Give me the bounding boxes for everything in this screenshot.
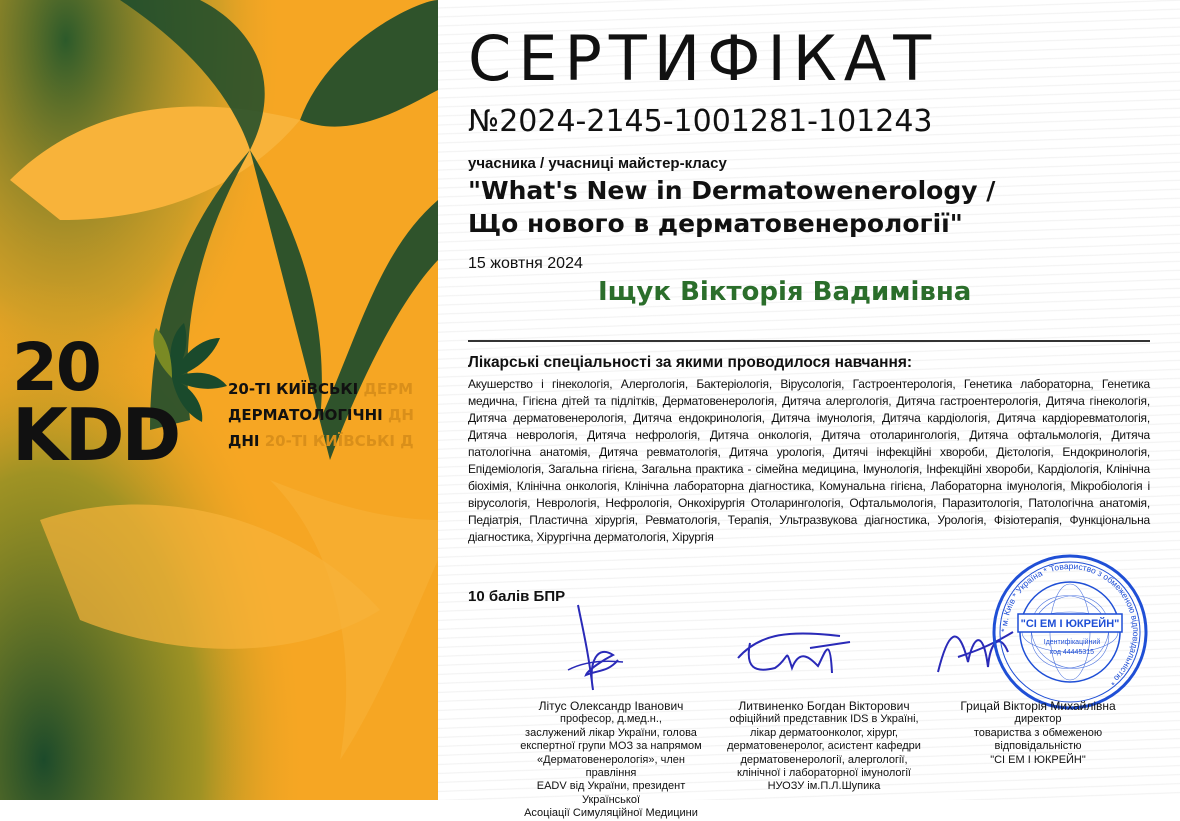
signatory-name: Грицай Вікторія Михайлівна <box>960 699 1116 713</box>
course-title-line-1: "What's New in Dermatowenerology / <box>468 176 996 205</box>
logo-number: 20 <box>12 329 100 406</box>
kdd-logo <box>12 329 179 477</box>
logo-letters: KDD <box>12 393 179 477</box>
certificate-number: №2024-2145-1001281-101243 <box>468 104 933 139</box>
signatory-title: EADV від України, президент Української <box>536 780 686 806</box>
signatory-title: експертної групи МОЗ за напрямом <box>520 740 702 753</box>
signatory-1 <box>516 700 706 821</box>
cpd-points: 10 балів БПР <box>468 588 566 605</box>
signatory-title: товариства з обмеженою <box>973 726 1103 739</box>
signatory-title: лікар дерматоонколог, хірург, <box>750 726 898 739</box>
signatory-title: клінічної і лабораторної імунології <box>736 767 911 780</box>
signatory-title: «Дерматовенерологія», член правління <box>537 753 685 780</box>
decorative-panel <box>0 0 438 800</box>
signatory-title: директор <box>1014 713 1062 726</box>
event-line-2: ДЕРМАТОЛОГІЧНІ <box>228 406 383 424</box>
signatory-name: Литвиненко Богдан Вікторович <box>738 699 910 713</box>
signatory-3 <box>948 700 1128 767</box>
event-line-2-ghost: ДН <box>382 406 414 424</box>
signatory-title: дерматовенеролог, асистент кафедри <box>727 740 921 753</box>
signature-1 <box>558 600 628 700</box>
stamp-center-text: "СІ ЕМ І ЮКРЕЙН" <box>1020 618 1120 630</box>
signatory-title: професор, д.мед.н., <box>560 713 662 726</box>
event-line-1-ghost: ДЕРМ <box>358 380 413 398</box>
signatory-title: НУОЗУ ім.П.Л.Шупика <box>767 780 881 793</box>
recipient-name: Іщук Вікторія Вадимівна <box>598 277 972 307</box>
course-title-line-2: Що нового в дерматовенерології" <box>468 209 963 238</box>
stamp-code: код 44445315 <box>1049 649 1095 656</box>
signatory-title: відповідальністю <box>994 740 1082 753</box>
specialties-title: Лікарські спеціальності за якими проводилося навчання: <box>468 354 913 371</box>
signatory-title: офіційний представник IDS в Україні, <box>729 713 919 726</box>
signatory-title: Асоціації Симуляційної Медицини <box>524 807 698 820</box>
company-stamp <box>990 552 1150 712</box>
divider <box>468 340 1150 342</box>
certificate-title: СЕРТИФІКАТ <box>468 22 939 95</box>
stamp-ring-text: * м. Київ * Україна * Товариство з обмеженою відповідальністю * <box>998 560 1142 688</box>
signatory-name: Літус Олександр Іванович <box>538 699 684 713</box>
signatory-title: дерматовенерології, алергології, <box>740 753 908 766</box>
event-name <box>228 376 414 454</box>
signature-2 <box>730 628 860 688</box>
specialties-list: Акушерство і гінекологія, Алергологія, Бактеріологія, Вірусологія, Гастроентерологія, Генетика лабораторна, Генетика медична, Гігієна дітей та підлітків, Дерматовенерологія, Дитяча алергологія, Дитяча гастроентерологія, Дитяча гінекологія, Дитяча дерматовенерологія, Дитяча ендокринологія, Дитяча імунологія, Дитяча кардіологія, Дитяча кардіоревматологія, Дитяча неврологія, Дитяча нефрологія, Дитяча онкологія, Дитяча отоларингологія, Дитяча офтальмологія, Дитяча патологічна анатомія, Дитяча ревматологія, Дитяча урологія, Дитячі інфекційні хвороби, Дієтологія, Ендокринологія, Епідеміологія, Загальна гігієна, Загальна практика - сімейна медицина, Імунологія, Інфекційні хвороби, Кардіологія, Клінічна біохімія, Клінічна онкологія, Клінічна лабораторна діагностика, Комунальна гігієна, Лабораторна імунологія, Мікробіологія і вірусологія, Неврологія, Нефрологія, Онкохірургія Отоларингологія, Офтальмологія, Паразитологія, Патологічна анатомія, Педіатрія, Пластична хірургія, Ревматологія, Терапія, Ультразвукова діагностика, Урологія, Фізіотерапія, Функціональна діагностика, Хірургічна дерматологія, Хірургія <box>468 377 1150 544</box>
certificate-body <box>438 0 1180 820</box>
event-line-1: 20-ТІ КИЇВСЬКІ <box>228 380 359 398</box>
signatory-title: заслужений лікар України, голова <box>525 726 697 739</box>
participant-label: учасника / учасниці майстер-класу <box>468 155 727 172</box>
signatory-2 <box>706 700 942 794</box>
signatory-title: "СІ ЕМ І ЮКРЕЙН" <box>990 753 1086 766</box>
event-line-3-ghost: 20-ТІ КИЇВСЬКІ Д <box>259 432 414 450</box>
course-title <box>468 174 995 240</box>
stamp-id-label: Ідентифікаційний <box>1043 639 1101 646</box>
event-line-3: ДНІ <box>228 432 260 450</box>
course-date: 15 жовтня 2024 <box>468 255 583 272</box>
